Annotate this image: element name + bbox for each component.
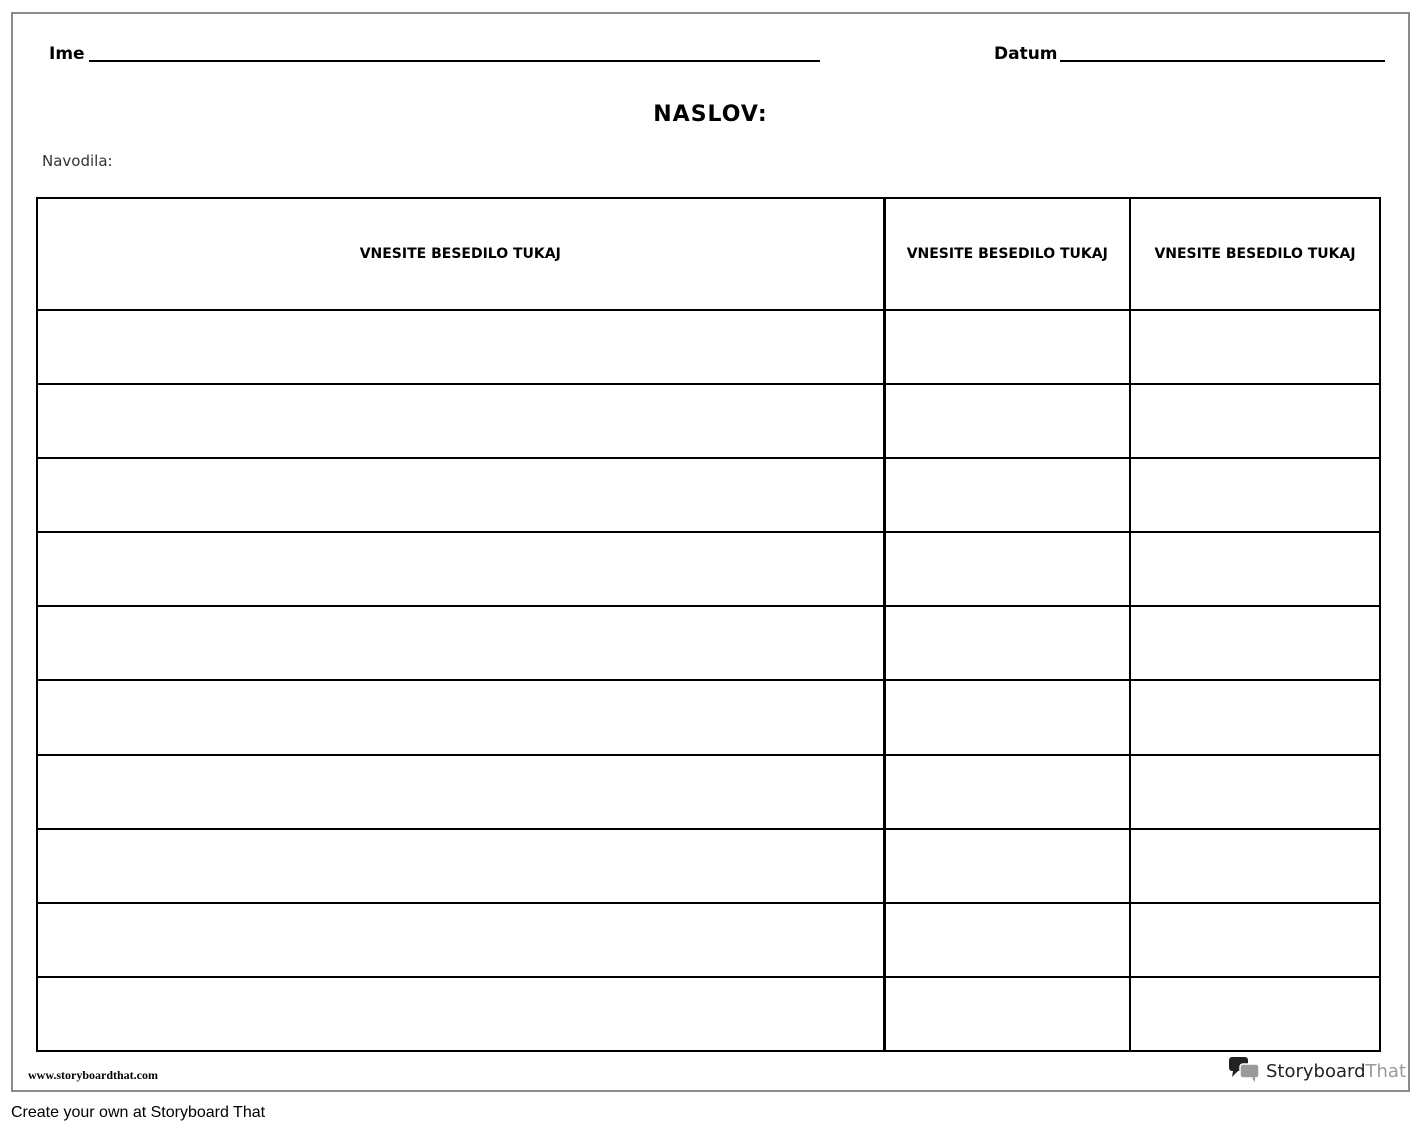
footer-caption: Create your own at Storyboard That [11,1104,266,1121]
table-cell[interactable] [37,310,884,384]
brand-logo [1228,1056,1406,1086]
table-cell[interactable] [1130,310,1380,384]
table-cell[interactable] [37,606,884,680]
date-label: Datum [994,44,1058,64]
table-cell[interactable] [37,903,884,977]
table-cell[interactable] [1130,458,1380,532]
brand-name-part1: Storyboard [1266,1060,1366,1082]
table-cell[interactable] [884,755,1130,829]
date-input-line[interactable] [1060,60,1385,62]
table-cell[interactable] [884,458,1130,532]
table-cell[interactable] [37,977,884,1051]
page-title: NASLOV: [653,102,768,127]
table-cell[interactable] [1130,384,1380,458]
table-cell[interactable] [37,532,884,606]
column-header[interactable]: VNESITE BESEDILO TUKAJ [884,198,1130,310]
name-input-line[interactable] [89,60,820,62]
instructions-label: Navodila: [42,152,113,170]
table-row [37,680,1380,754]
table-cell[interactable] [884,903,1130,977]
table-row [37,977,1380,1051]
table-header-row [37,198,1380,310]
table-cell[interactable] [1130,977,1380,1051]
table-row [37,458,1380,532]
table-row [37,829,1380,903]
table-cell[interactable] [884,829,1130,903]
table-cell[interactable] [1130,755,1380,829]
table-cell[interactable] [1130,606,1380,680]
brand-name-part2: That [1365,1060,1407,1082]
table-cell[interactable] [37,829,884,903]
table-cell[interactable] [884,680,1130,754]
table-cell[interactable] [37,680,884,754]
table-cell[interactable] [1130,903,1380,977]
table-row [37,755,1380,829]
table-cell[interactable] [884,384,1130,458]
table-cell[interactable] [37,458,884,532]
table-row [37,384,1380,458]
table-cell[interactable] [884,532,1130,606]
column-header[interactable]: VNESITE BESEDILO TUKAJ [37,198,884,310]
name-label: Ime [49,44,85,64]
table-cell[interactable] [37,384,884,458]
table-cell[interactable] [1130,680,1380,754]
site-url: www.storyboardthat.com [28,1068,158,1082]
column-header[interactable]: VNESITE BESEDILO TUKAJ [1130,198,1380,310]
table-cell[interactable] [884,977,1130,1051]
table-row [37,532,1380,606]
worksheet-page [11,12,1410,1092]
worksheet-table [36,197,1381,1052]
table-row [37,310,1380,384]
table-row [37,903,1380,977]
speech-bubbles-icon [1228,1056,1260,1086]
table-cell[interactable] [1130,829,1380,903]
table-cell[interactable] [884,310,1130,384]
table-cell[interactable] [1130,532,1380,606]
table-row [37,606,1380,680]
table-cell[interactable] [884,606,1130,680]
table-cell[interactable] [37,755,884,829]
